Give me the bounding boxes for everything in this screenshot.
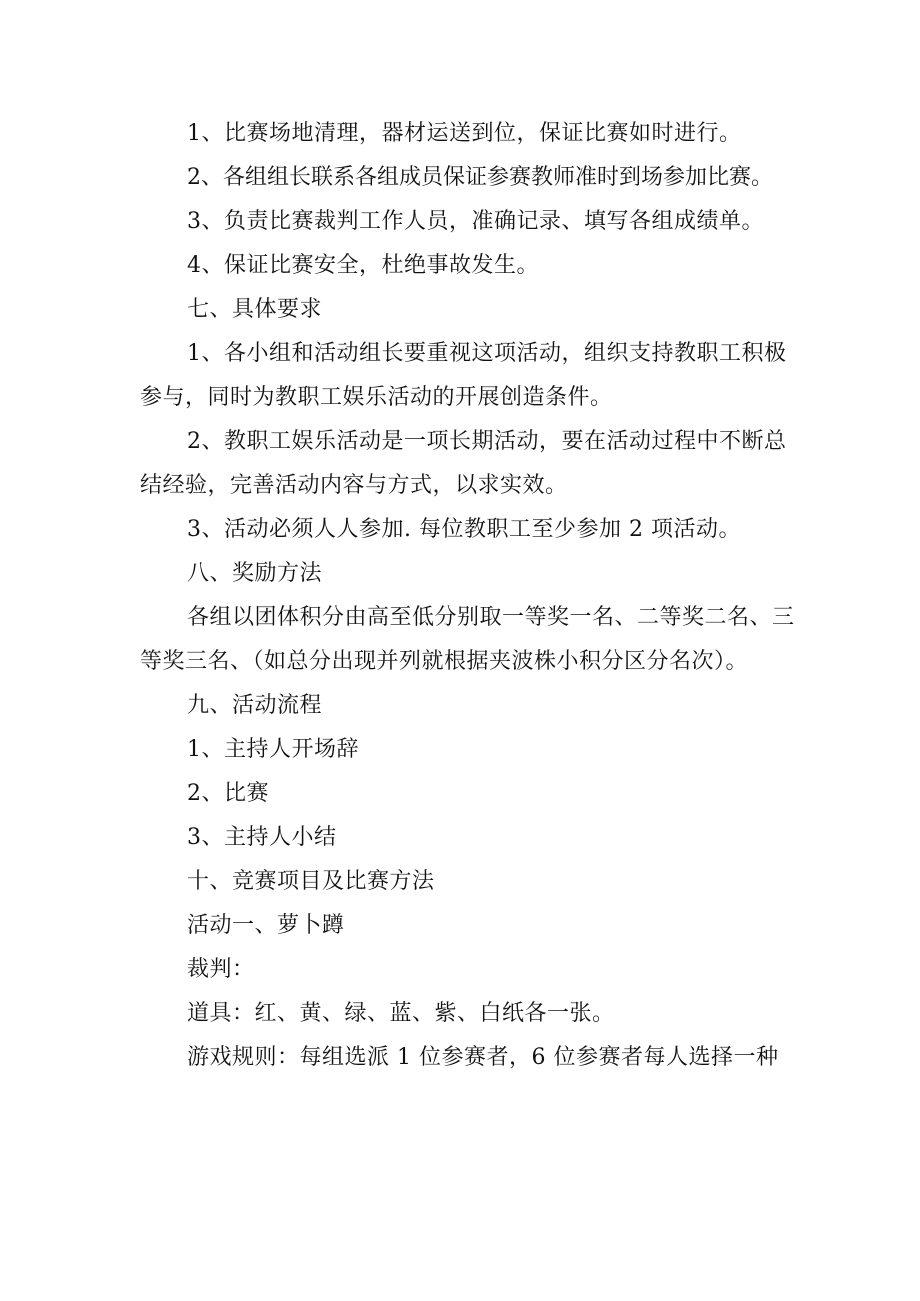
- list-item-requirement-2: 2、教职工娱乐活动是一项长期活动，要在活动过程中不断总结经验，完善活动内容与方式，以求实效。: [140, 429, 787, 498]
- event-referee: 裁判：: [187, 957, 255, 982]
- event-props: 道具：红、黄、绿、蓝、紫、白纸各一张。: [187, 1001, 615, 1026]
- event-title: 活动一、萝卜蹲: [187, 913, 345, 938]
- list-item-venue-prep: 1、比赛场地清理，器材运送到位，保证比赛如时进行。: [187, 121, 742, 146]
- section-heading-requirements: 七、具体要求: [187, 297, 323, 322]
- list-item-safety: 4、保证比赛安全，杜绝事故发生。: [187, 253, 539, 278]
- list-item-group-contact: 2、各组组长联系各组成员保证参赛教师准时到场参加比赛。: [187, 165, 773, 190]
- awards-paragraph: 各组以团体积分由高至低分别取一等奖一名、二等奖二名、三等奖三名、（如总分出现并列就根据夹波株小积分区分名次）。: [140, 605, 795, 674]
- list-item-flow-2: 2、比赛: [187, 781, 269, 806]
- section-heading-flow: 九、活动流程: [187, 693, 323, 718]
- list-item-requirement-3: 3、活动必须人人参加. 每位教职工至少参加 2 项活动。: [187, 517, 741, 542]
- list-item-referee: 3、负责比赛裁判工作人员，准确记录、填写各组成绩单。: [187, 209, 764, 234]
- list-item-flow-1: 1、主持人开场辞: [187, 737, 359, 762]
- section-heading-awards: 八、奖励方法: [187, 561, 323, 586]
- event-rules: 游戏规则：每组选派 1 位参赛者，6 位参赛者每人选择一种: [187, 1045, 779, 1070]
- section-heading-events: 十、竞赛项目及比赛方法: [187, 869, 435, 894]
- document-body: [140, 112, 800, 1080]
- list-item-requirement-1: 1、各小组和活动组长要重视这项活动，组织支持教职工积极参与，同时为教职工娱乐活动的开展创造条件。: [140, 341, 787, 410]
- list-item-flow-3: 3、主持人小结: [187, 825, 337, 850]
